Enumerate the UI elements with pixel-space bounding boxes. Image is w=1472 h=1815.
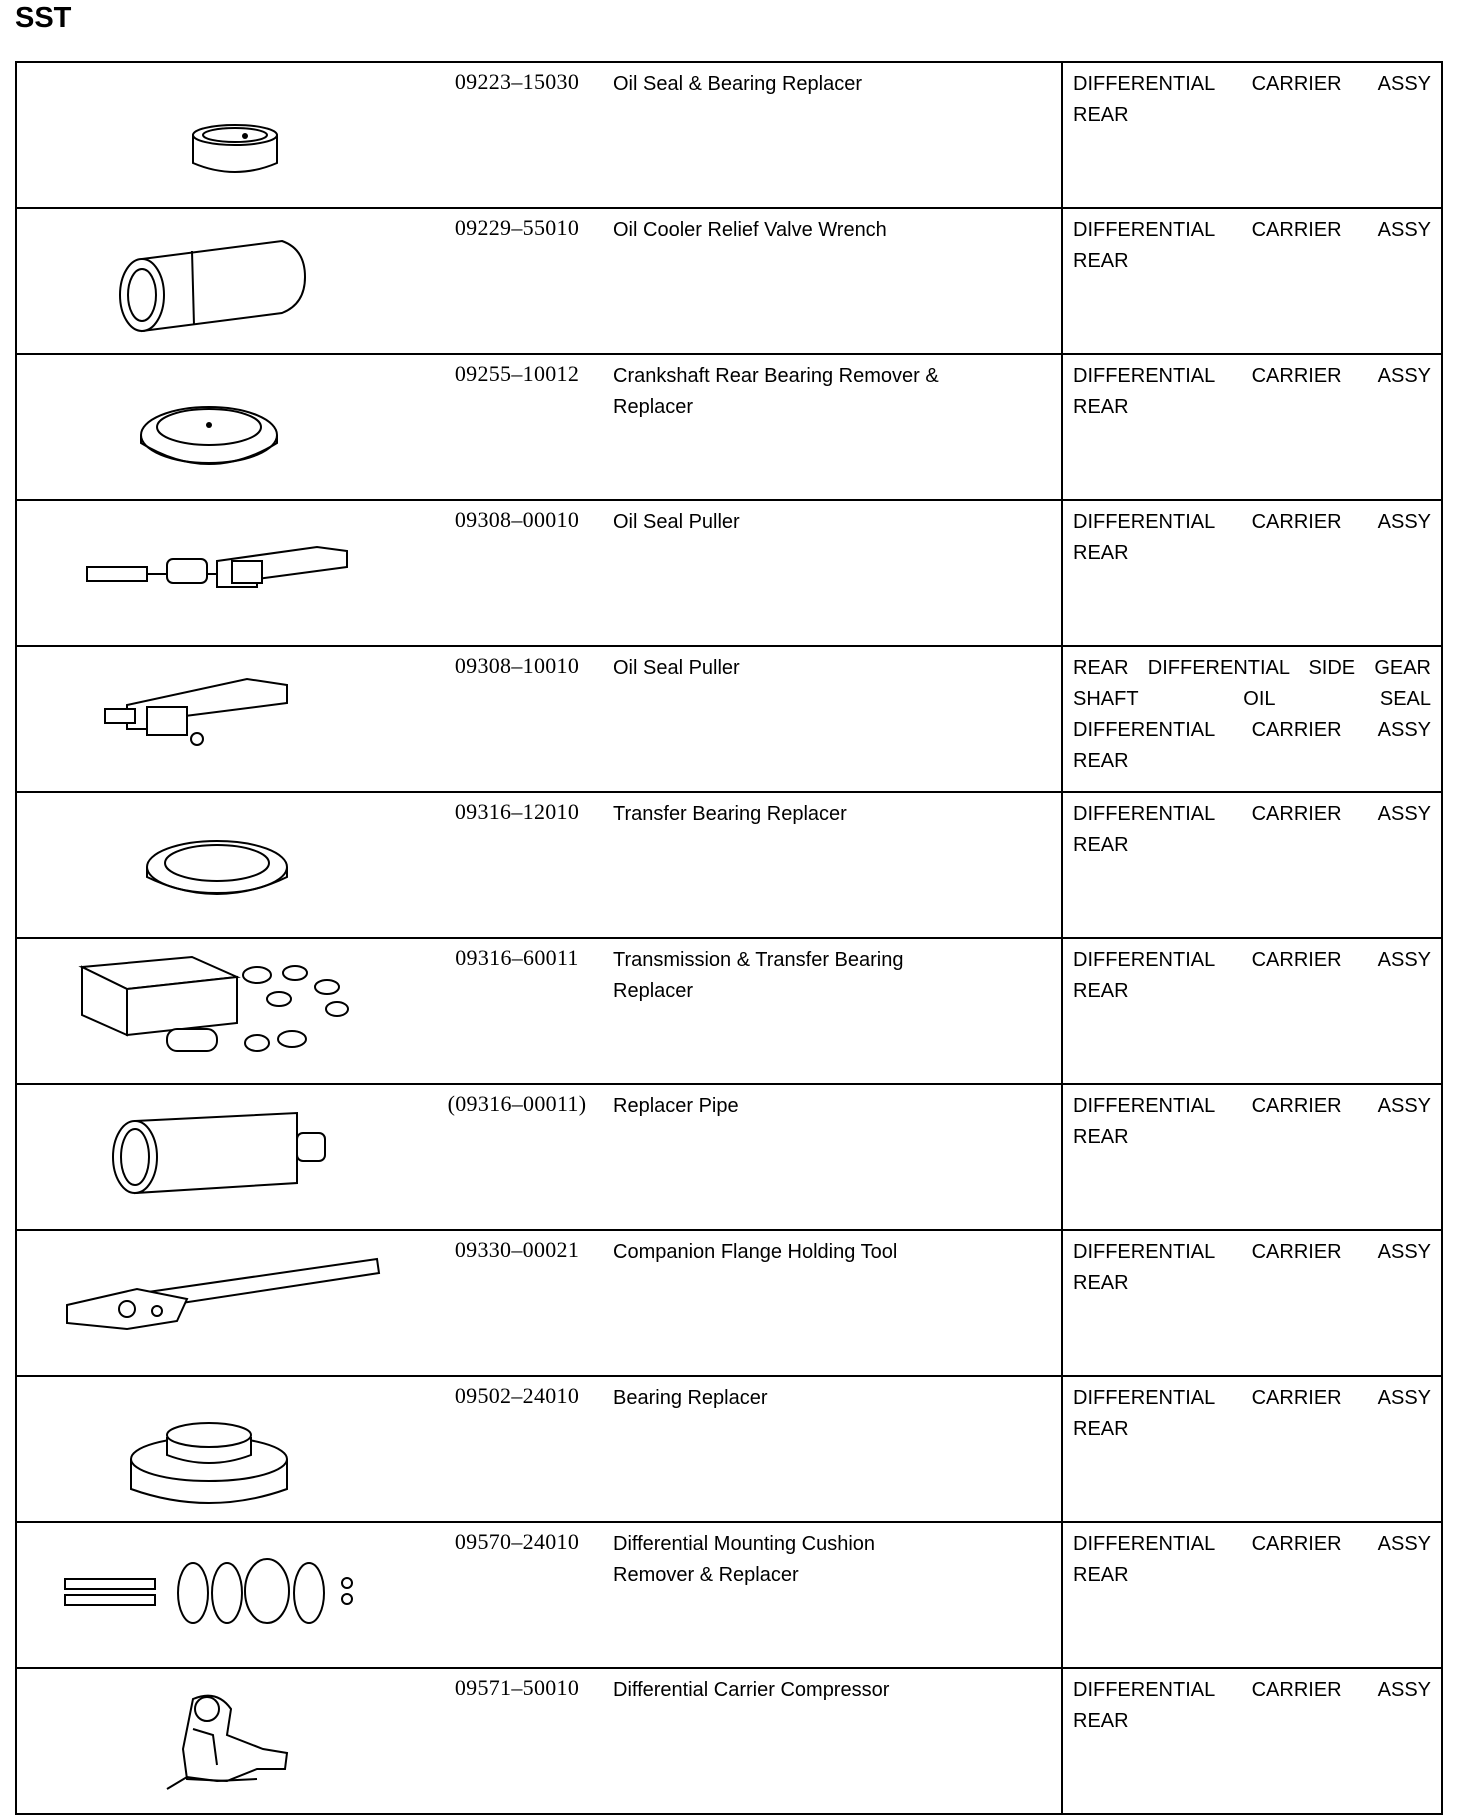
tool-name: Transmission & Transfer Bearing Replacer (613, 949, 904, 1002)
table-row (16, 1084, 1442, 1230)
reference-text: REAR (1073, 1272, 1129, 1294)
part-number: 09330–00021 (454, 1237, 580, 1262)
reference-text: REAR (1073, 1710, 1129, 1732)
table-row (16, 1376, 1442, 1522)
part-number: 09570–24010 (454, 1529, 580, 1554)
reference-text: DIFFERENTIAL CARRIER ASSY (1073, 803, 1431, 825)
tool-name: Oil Seal & Bearing Replacer (613, 73, 863, 95)
reference-cell (1062, 1668, 1442, 1814)
tool-name: Bearing Replacer (613, 1387, 768, 1409)
tool-cell (16, 1376, 1062, 1522)
reference-cell (1062, 1084, 1442, 1230)
tool-name: Differential Mounting Cushion Remover & Replacer (613, 1533, 876, 1586)
tool-name: Oil Cooler Relief Valve Wrench (613, 219, 887, 241)
table-row (16, 1668, 1442, 1814)
bearing-replacer-cup-icon (17, 63, 417, 201)
reference-text: REAR (1073, 980, 1129, 1002)
part-number: 09316–12010 (454, 799, 580, 824)
reference-text: DIFFERENTIAL CARRIER ASSY (1073, 219, 1431, 241)
tool-cell (16, 646, 1062, 792)
reference-text: DIFFERENTIAL CARRIER ASSY (1073, 1241, 1431, 1263)
replacer-pipe-icon (17, 1085, 417, 1223)
reference-cell (1062, 1230, 1442, 1376)
ring-replacer-icon (17, 793, 417, 931)
reference-text: DIFFERENTIAL CARRIER ASSY (1073, 1533, 1431, 1555)
reference-cell (1062, 1376, 1442, 1522)
table-row (16, 1230, 1442, 1376)
tool-cell (16, 1522, 1062, 1668)
reference-text: REAR (1073, 1564, 1129, 1586)
tool-name: Oil Seal Puller (613, 511, 740, 533)
reference-cell (1062, 938, 1442, 1084)
reference-cell (1062, 354, 1442, 500)
table-row (16, 646, 1442, 792)
reference-cell (1062, 646, 1442, 792)
tool-cell (16, 938, 1062, 1084)
table-row (16, 208, 1442, 354)
reference-text: DIFFERENTIAL CARRIER ASSY (1073, 719, 1431, 741)
tool-cell (16, 1668, 1062, 1814)
part-number: (09316–00011) (447, 1091, 587, 1116)
tool-cell (16, 354, 1062, 500)
cushion-tool-set-icon (17, 1523, 417, 1661)
reference-text: DIFFERENTIAL CARRIER ASSY (1073, 1095, 1431, 1117)
carrier-compressor-icon (17, 1669, 417, 1807)
reference-text: DIFFERENTIAL CARRIER ASSY (1073, 365, 1431, 387)
reference-text: DIFFERENTIAL CARRIER ASSY (1073, 1679, 1431, 1701)
part-number: 09308–00010 (454, 507, 580, 532)
tool-cell (16, 62, 1062, 208)
table-row (16, 938, 1442, 1084)
reference-text: DIFFERENTIAL CARRIER ASSY (1073, 1387, 1431, 1409)
reference-text: SHAFT OIL SEAL (1073, 688, 1431, 710)
reference-text: DIFFERENTIAL CARRIER ASSY (1073, 73, 1431, 95)
reference-text: DIFFERENTIAL CARRIER ASSY (1073, 949, 1431, 971)
tool-name: Oil Seal Puller (613, 657, 740, 679)
reference-text: REAR (1073, 104, 1129, 126)
part-number: 09316–60011 (455, 945, 579, 970)
reference-cell (1062, 792, 1442, 938)
reference-text: REAR (1073, 1418, 1129, 1440)
tool-cell (16, 1230, 1062, 1376)
tool-name: Crankshaft Rear Bearing Remover & Replacer (613, 365, 939, 418)
reference-text: REAR (1073, 1126, 1129, 1148)
tool-cell (16, 500, 1062, 646)
stepped-replacer-icon (17, 1377, 417, 1515)
table-row (16, 354, 1442, 500)
reference-cell (1062, 208, 1442, 354)
slide-hammer-puller-icon (17, 501, 417, 639)
tool-cell (16, 1084, 1062, 1230)
reference-text: REAR (1073, 250, 1129, 272)
part-number: 09229–55010 (454, 215, 580, 240)
tool-cell (16, 208, 1062, 354)
part-number: 09255–10012 (454, 361, 580, 386)
flange-holding-tool-icon (17, 1231, 417, 1369)
reference-text: REAR DIFFERENTIAL SIDE GEAR (1073, 657, 1431, 679)
table-row (16, 500, 1442, 646)
tool-kit-box-icon (17, 939, 417, 1077)
part-number: 09308–10010 (454, 653, 580, 678)
page-title: SST (15, 2, 72, 34)
part-number: 09571–50010 (454, 1675, 580, 1700)
reference-text: REAR (1073, 750, 1129, 772)
table-row (16, 1522, 1442, 1668)
tool-name: Transfer Bearing Replacer (613, 803, 847, 825)
reference-cell (1062, 500, 1442, 646)
tool-name: Companion Flange Holding Tool (613, 1241, 898, 1263)
bearing-disc-icon (17, 355, 417, 493)
part-number: 09223–15030 (454, 69, 580, 94)
reference-cell (1062, 62, 1442, 208)
reference-cell (1062, 1522, 1442, 1668)
reference-text: REAR (1073, 396, 1129, 418)
seal-puller-icon (17, 647, 417, 785)
reference-text: DIFFERENTIAL CARRIER ASSY (1073, 511, 1431, 533)
tool-name: Differential Carrier Compressor (613, 1679, 890, 1701)
table-row (16, 792, 1442, 938)
tool-name: Replacer Pipe (613, 1095, 739, 1117)
table-row (16, 62, 1442, 208)
part-number: 09502–24010 (454, 1383, 580, 1408)
reference-text: REAR (1073, 542, 1129, 564)
sst-table (15, 61, 1443, 1815)
reference-text: REAR (1073, 834, 1129, 856)
socket-wrench-icon (17, 209, 417, 347)
tool-cell (16, 792, 1062, 938)
